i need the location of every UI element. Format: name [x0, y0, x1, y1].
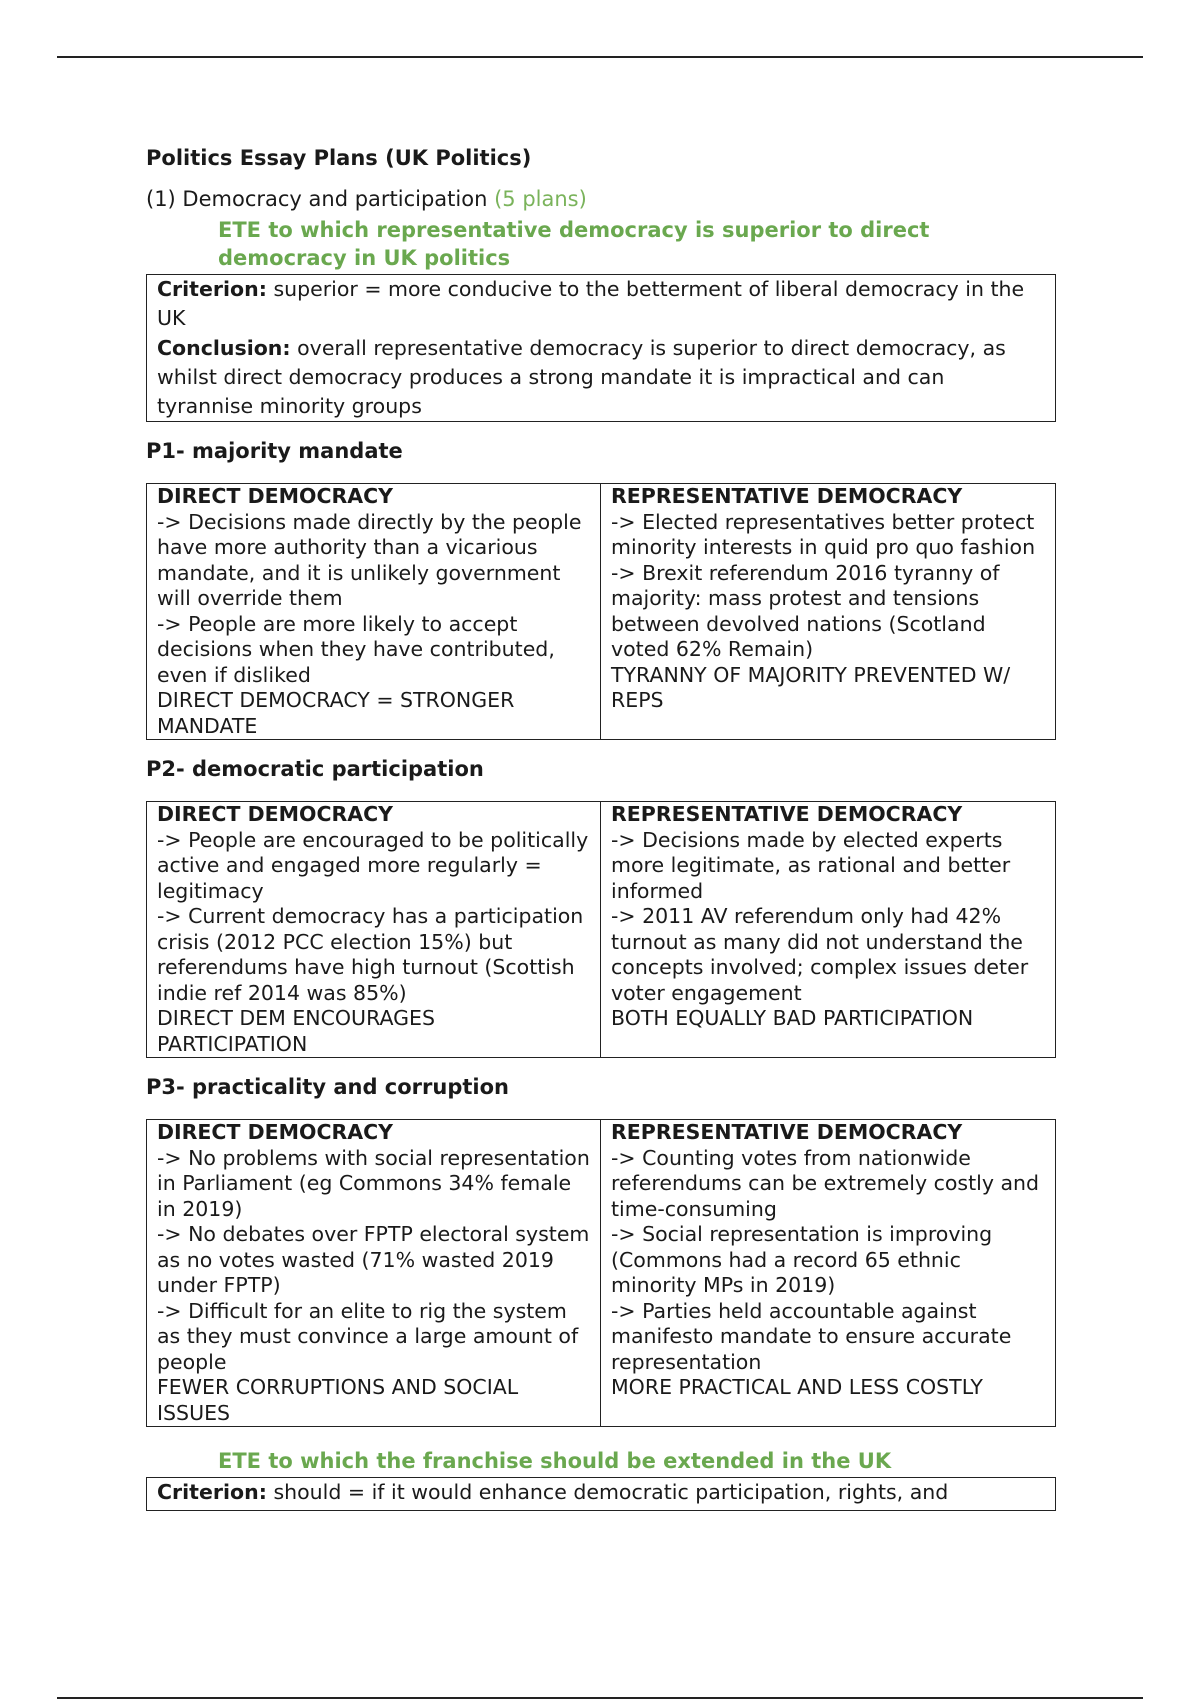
- criterion-label: Criterion:: [157, 277, 267, 301]
- essay-question-heading: ETE to which representative democracy is superior to direct democracy in UK politics: [218, 218, 930, 270]
- column-heading: REPRESENTATIVE DEMOCRACY: [611, 1120, 963, 1144]
- criterion-line: [157, 1478, 1045, 1507]
- column-heading: REPRESENTATIVE DEMOCRACY: [611, 484, 963, 508]
- column-heading: DIRECT DEMOCRACY: [157, 1120, 394, 1144]
- criterion-conclusion-box: [146, 274, 1056, 422]
- table-line: -> People are more likely to accept decisions when they have contributed, even if disliked: [157, 611, 555, 687]
- table-line: -> Parties held accountable against manifesto mandate to ensure accurate representation: [611, 1298, 1012, 1374]
- direct-democracy-cell: [147, 1120, 600, 1426]
- representative-democracy-cell: [600, 802, 1057, 1057]
- point-heading: P3- practicality and corruption: [146, 1075, 509, 1099]
- conclusion-line: [157, 334, 1045, 421]
- direct-democracy-cell: [147, 484, 600, 739]
- criterion-line: [157, 275, 1045, 333]
- table-line: -> Counting votes from nationwide referendums can be extremely costly and time-consuming: [611, 1145, 1040, 1221]
- conclusion-text: overall representative democracy is superior to direct democracy, as whilst direct democracy produces a strong mandate it is impractical and can tyrannise minority groups: [157, 336, 1006, 418]
- table-line: -> Current democracy has a participation crisis (2012 PCC election 15%) but referendums have high turnout (Scottish indie ref 2014 was 85%): [157, 904, 584, 1005]
- table-summary: DIRECT DEM ENCOURAGES PARTICIPATION: [157, 1006, 435, 1056]
- table-summary: BOTH EQUALLY BAD PARTICIPATION: [611, 1006, 974, 1030]
- conclusion-label: Conclusion:: [157, 336, 291, 360]
- document-title: Politics Essay Plans (UK Politics): [146, 146, 532, 170]
- point-heading: P2- democratic participation: [146, 757, 484, 781]
- page-bottom-rule: [57, 1697, 1143, 1699]
- table-line: -> Decisions made directly by the people have more authority than a vicarious mandate, and it is unlikely government will override them: [157, 509, 582, 610]
- comparison-table: [146, 483, 1056, 740]
- table-summary: MORE PRACTICAL AND LESS COSTLY: [611, 1375, 983, 1399]
- criterion-label: Criterion:: [157, 1480, 267, 1504]
- column-heading: DIRECT DEMOCRACY: [157, 484, 394, 508]
- essay-question-heading: ETE to which the franchise should be extended in the UK: [218, 1449, 892, 1473]
- document-body: [146, 140, 1066, 1511]
- table-line: -> 2011 AV referendum only had 42% turnout as many did not understand the concepts involved; complex issues deter voter engagement: [611, 904, 1029, 1005]
- section-heading: [146, 184, 1066, 214]
- table-line: -> People are encouraged to be politically active and engaged more regularly = legitimacy: [157, 827, 589, 903]
- representative-democracy-cell: [600, 484, 1057, 739]
- criterion-text: superior = more conducive to the betterment of liberal democracy in the UK: [157, 277, 1025, 330]
- point-heading: P1- majority mandate: [146, 439, 403, 463]
- table-summary: TYRANNY OF MAJORITY PREVENTED W/ REPS: [611, 662, 1011, 712]
- table-line: -> Elected representatives better protect minority interests in quid pro quo fashion: [611, 509, 1036, 559]
- table-summary: DIRECT DEMOCRACY = STRONGER MANDATE: [157, 688, 515, 738]
- section-plan-count: (5 plans): [494, 187, 587, 211]
- table-line: -> Social representation is improving (Commons had a record 65 ethnic minority MPs in 2019): [611, 1222, 993, 1297]
- page-top-rule: [57, 56, 1143, 58]
- section-label: (1) Democracy and participation: [146, 187, 488, 211]
- comparison-table: [146, 1119, 1056, 1427]
- table-line: -> Brexit referendum 2016 tyranny of majority: mass protest and tensions between devolved nations (Scotland voted 62% Remain): [611, 560, 1000, 661]
- column-heading: REPRESENTATIVE DEMOCRACY: [611, 802, 963, 826]
- column-heading: DIRECT DEMOCRACY: [157, 802, 394, 826]
- table-line: -> Decisions made by elected experts more legitimate, as rational and better informed: [611, 827, 1011, 903]
- table-line: -> No debates over FPTP electoral system as no votes wasted (71% wasted 2019 under FPTP): [157, 1222, 590, 1297]
- direct-democracy-cell: [147, 802, 600, 1057]
- criterion-box: [146, 1477, 1056, 1511]
- criterion-text: should = if it would enhance democratic participation, rights, and: [273, 1480, 949, 1504]
- table-summary: FEWER CORRUPTIONS AND SOCIAL ISSUES: [157, 1375, 519, 1425]
- representative-democracy-cell: [600, 1120, 1057, 1426]
- table-line: -> Difficult for an elite to rig the system as they must convince a large amount of people: [157, 1298, 579, 1374]
- comparison-table: [146, 801, 1056, 1058]
- table-line: -> No problems with social representation in Parliament (eg Commons 34% female in 2019): [157, 1145, 590, 1221]
